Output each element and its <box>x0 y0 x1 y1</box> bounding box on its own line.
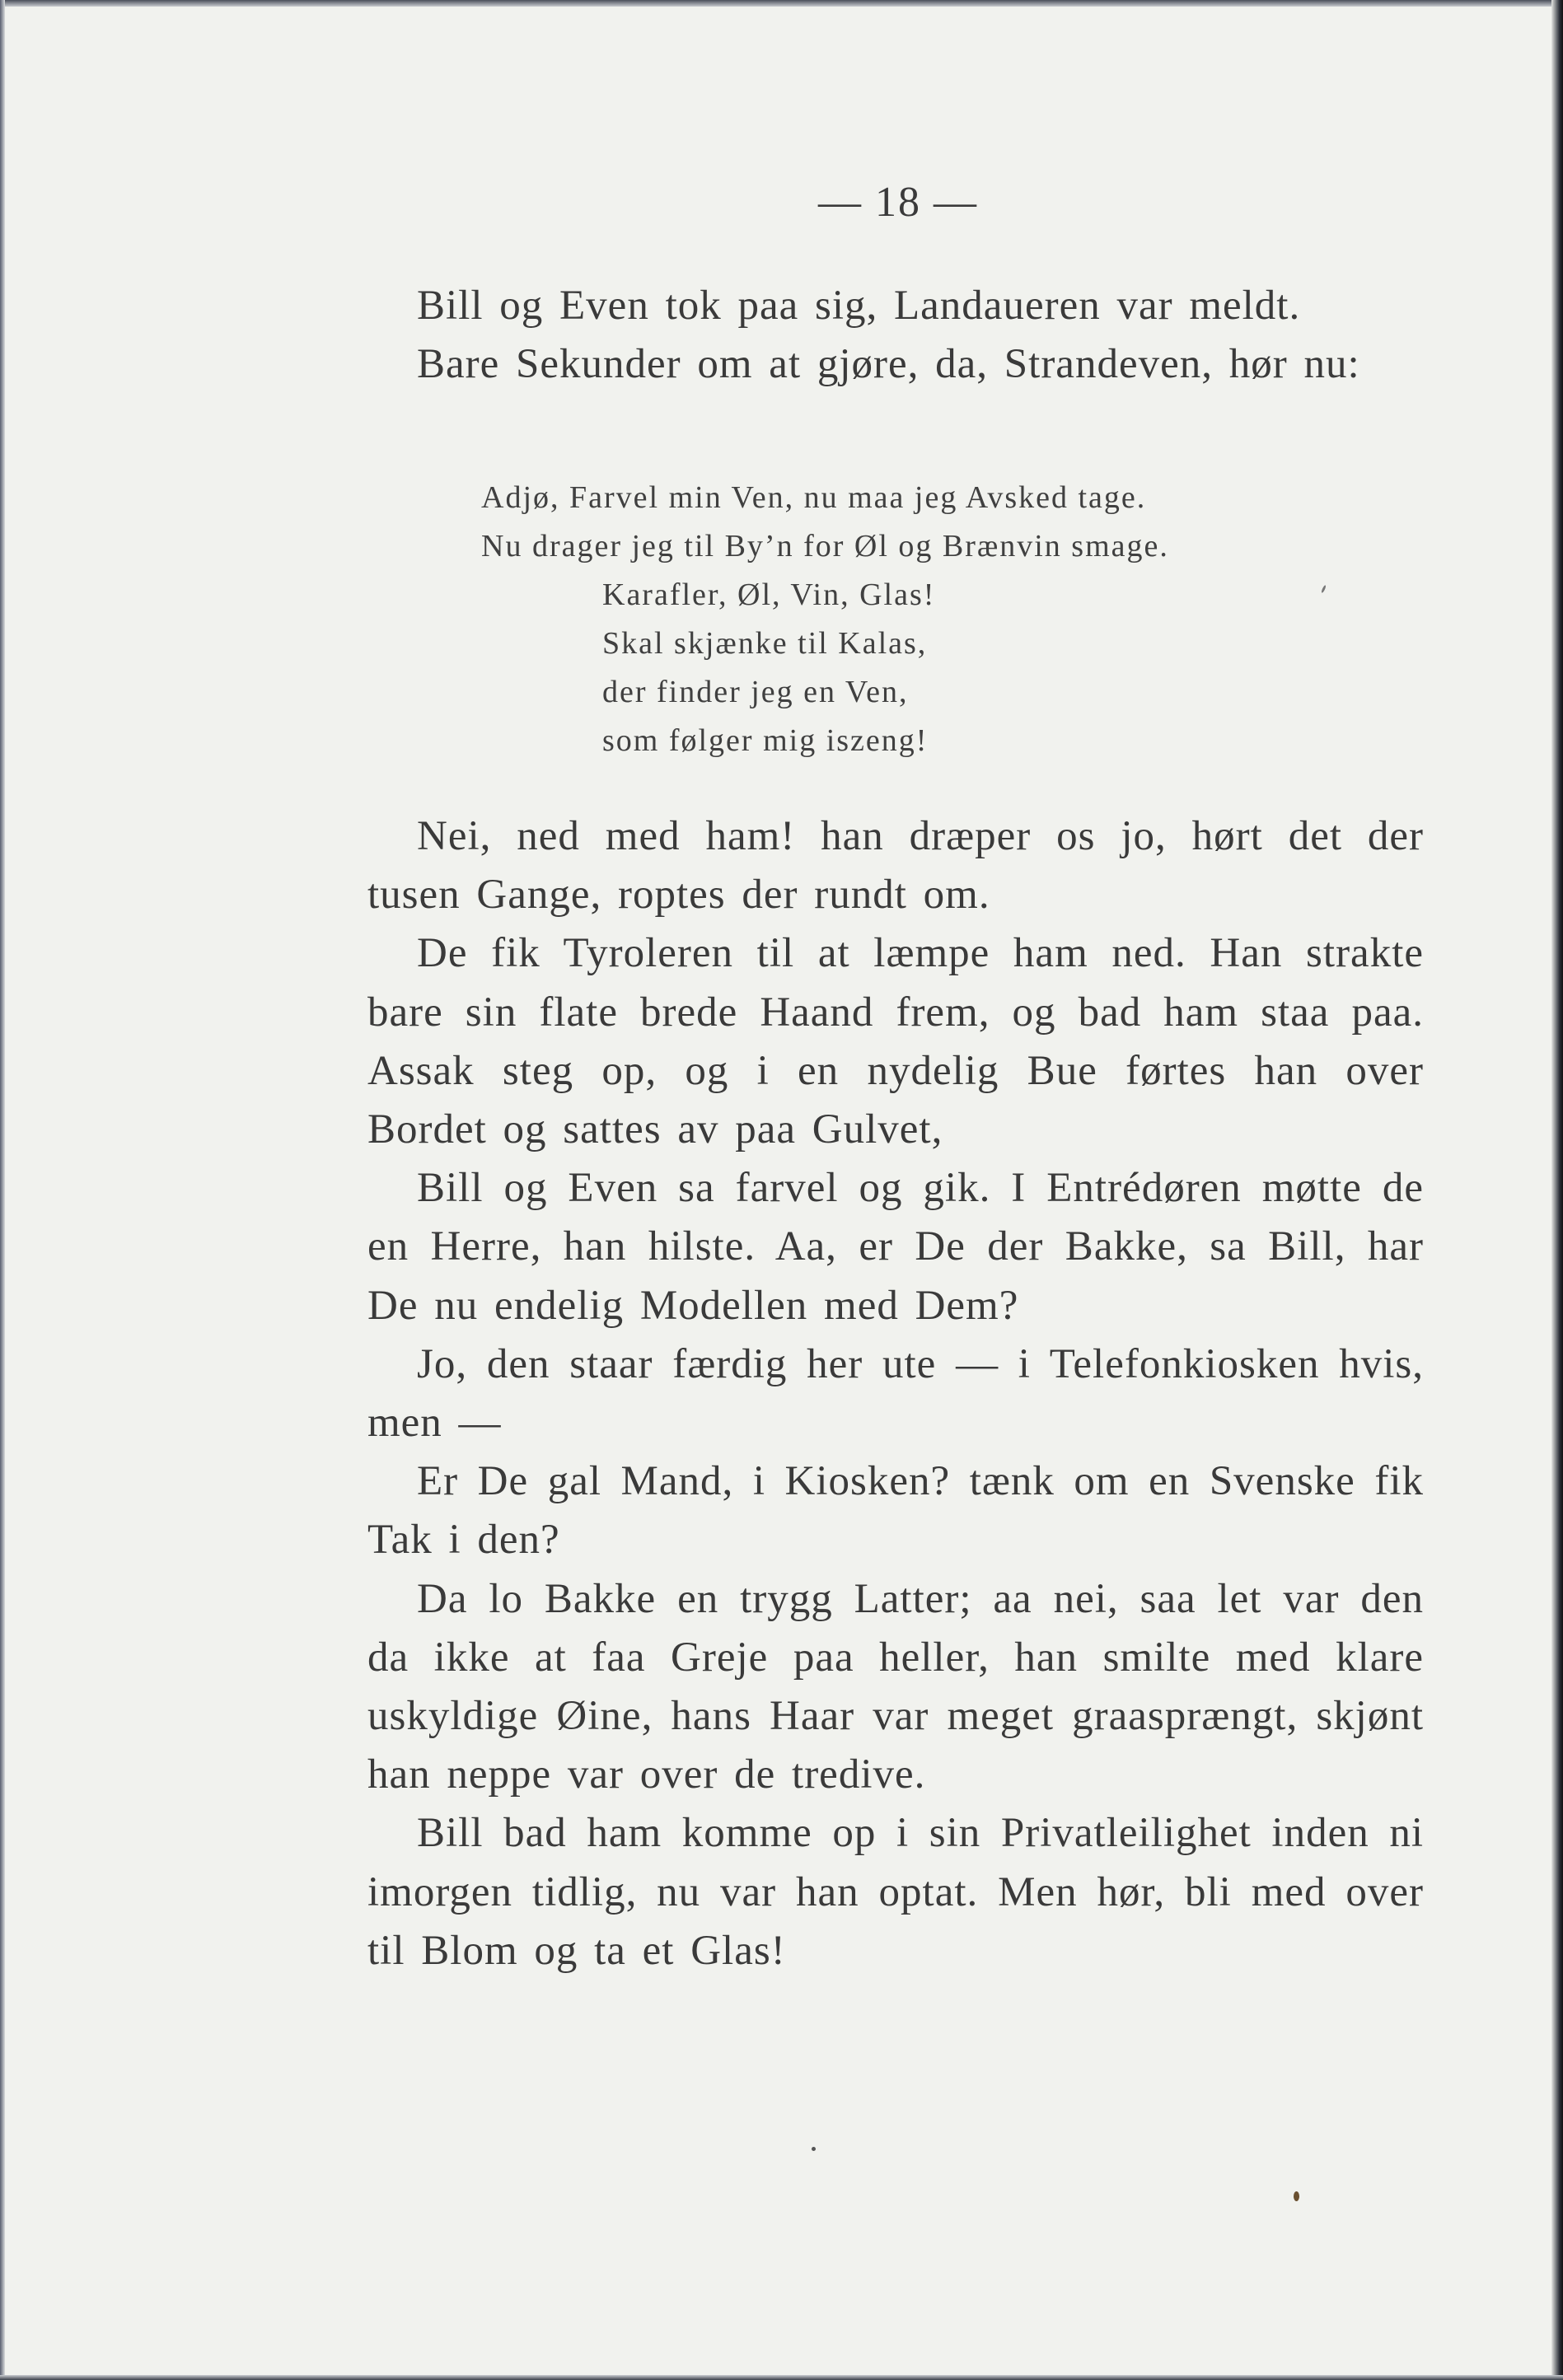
prose-block-bottom <box>367 807 1424 1980</box>
prose-block-top <box>367 277 1424 394</box>
paragraph: Nei, ned med ham! han dræper os jo, hørt det der tusen Gange, roptes der rundt om. <box>367 813 1424 919</box>
paragraph: Da lo Bakke en trygg Latter; aa nei, saa let var den da ikke at faa Greje paa heller, han smilte med klare uskyldige Øine, hans Haar var meget graasprængt, skjønt han neppe var over de tredive. <box>367 1575 1424 1798</box>
scan-edge-bottom <box>0 2375 1563 2380</box>
scan-edge-top <box>0 0 1563 7</box>
verse-line: Karafler, Øl, Vin, Glas! <box>602 577 936 612</box>
paragraph: Bare Sekunder om at gjøre, da, Strandeven, hør nu: <box>417 341 1360 387</box>
ink-speck <box>812 2147 816 2151</box>
verse-line: som følger mig iszeng! <box>602 723 929 758</box>
verse-line: Nu drager jeg til By’n for Øl og Brænvin smage. <box>481 529 1169 563</box>
song-verse <box>481 474 1388 765</box>
scan-edge-left <box>0 0 5 2380</box>
scan-edge-right <box>1551 0 1563 2380</box>
paragraph: Jo, den staar færdig her ute — i Telefonkiosken hvis, men — <box>367 1340 1424 1447</box>
paragraph: Er De gal Mand, i Kiosken? tænk om en Svenske fik Tak i den? <box>367 1458 1424 1564</box>
paragraph: Bill og Even tok paa sig, Landaueren var meldt. <box>417 283 1301 329</box>
paragraph: De fik Tyroleren til at læmpe ham ned. Han strakte bare sin flate brede Haand frem, og bad ham staa paa. Assak steg op, og i en nydelig Bue førtes han over Bordet og sattes av paa Gulvet, <box>367 930 1424 1153</box>
ink-speck <box>1294 2191 1299 2201</box>
paragraph: Bill bad ham komme op i sin Privatleilighet inden ni imorgen tidlig, nu var han optat. Men hør, bli med over til Blom og ta et Glas! <box>367 1810 1424 1974</box>
verse-line: der finder jeg en Ven, <box>602 675 909 709</box>
paragraph: Bill og Even sa farvel og gik. I Entrédøren møtte de en Herre, han hilste. Aa, er De der Bakke, sa Bill, har De nu endelig Modellen med Dem? <box>367 1165 1424 1329</box>
verse-line: Adjø, Farvel min Ven, nu maa jeg Avsked tage. <box>481 480 1147 515</box>
verse-line: Skal skjænke til Kalas, <box>602 626 928 661</box>
page-number: — 18 — <box>818 179 978 226</box>
